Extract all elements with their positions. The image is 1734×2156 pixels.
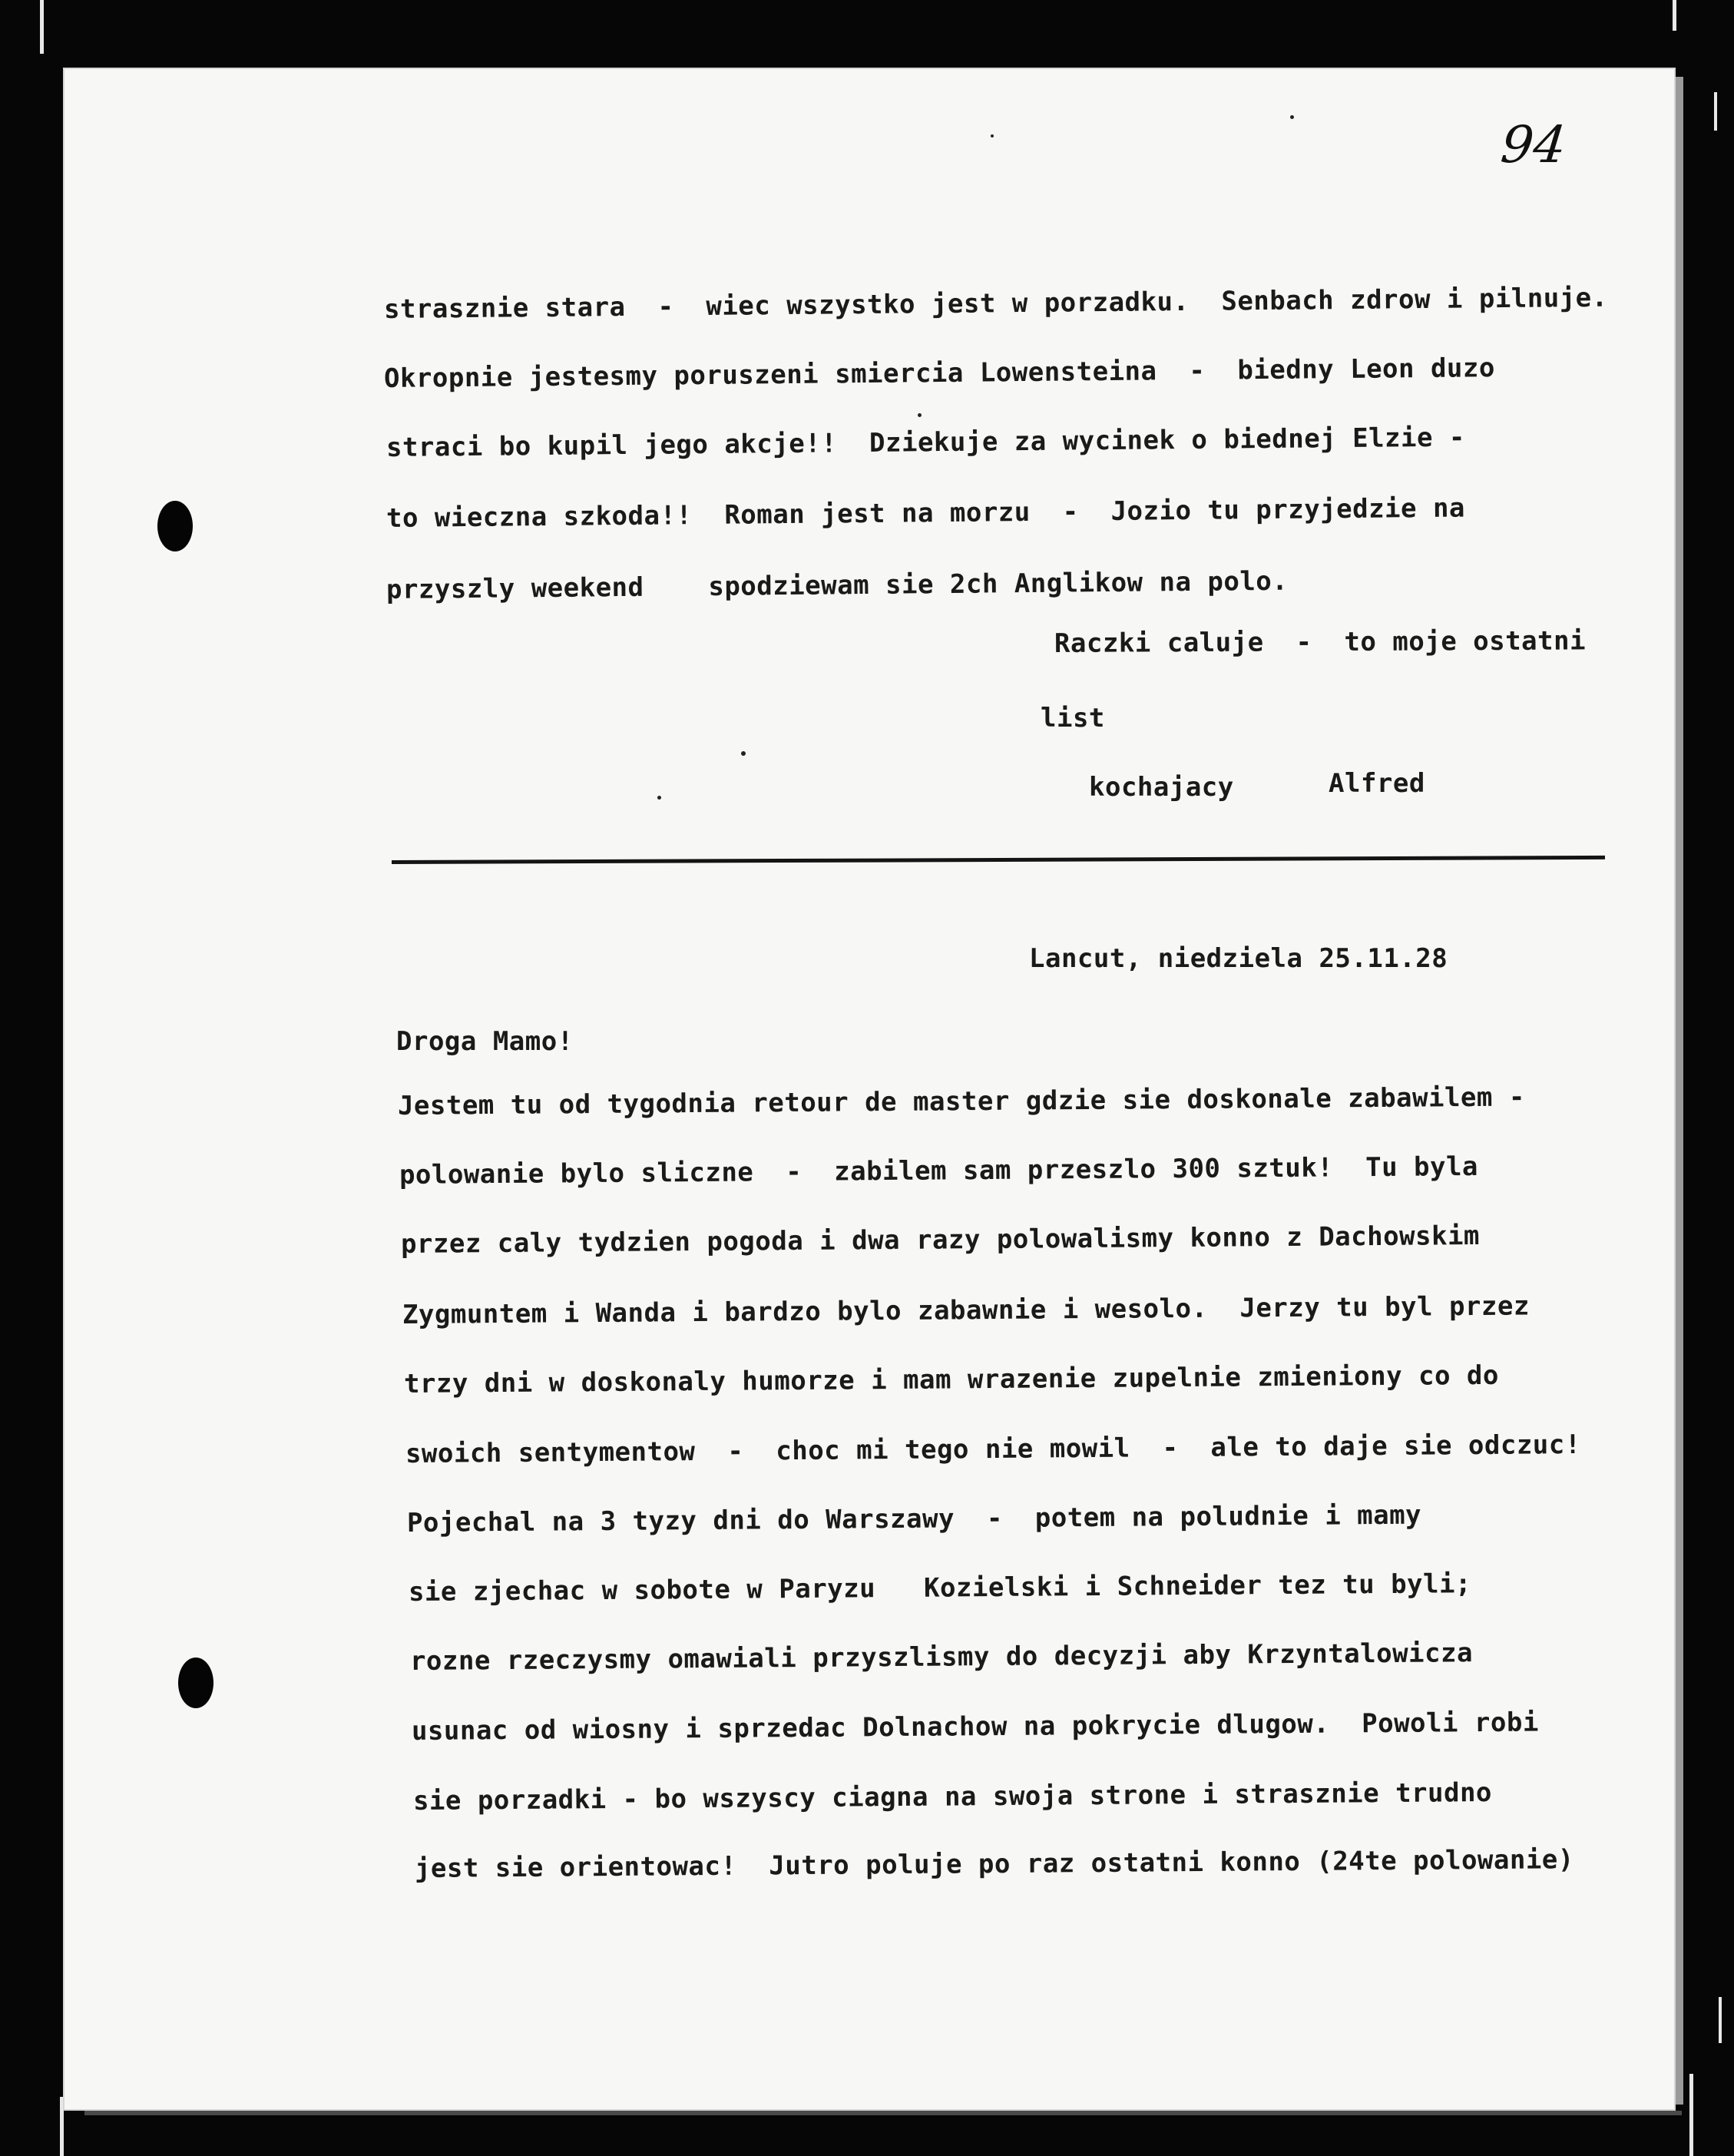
page-edge xyxy=(84,2111,1682,2115)
salutation: Droga Mamo! xyxy=(396,1026,574,1057)
text-line: sie porzadki - bo wszyscy ciagna na swoja strone i strasznie trudno xyxy=(412,1777,1493,1817)
text-line: przez caly tydzien pogoda i dwa razy polowalismy konno z Dachowskim xyxy=(400,1220,1481,1260)
text-line: strasznie stara - wiec wszystko jest w porzadku. Senbach zdrow i pilnuje. xyxy=(383,282,1608,325)
text-line: Pojechal na 3 tyzy dni do Warszawy - potem na poludnie i mamy xyxy=(406,1499,1422,1538)
film-edge-mark xyxy=(40,0,44,54)
film-edge-mark xyxy=(1673,0,1676,31)
place-date: Lancut, niedziela 25.11.28 xyxy=(1029,943,1448,974)
punch-hole xyxy=(178,1658,213,1708)
speck xyxy=(657,796,661,800)
text-line: trzy dni w doskonaly humorze i mam wrazenie zupelnie zmieniony co do xyxy=(403,1360,1500,1399)
folio-number: 94 xyxy=(1497,115,1570,174)
text-line: Zygmuntem i Wanda i bardzo bylo zabawnie i wesolo. Jerzy tu byl przez xyxy=(402,1290,1530,1330)
text-line: Jestem tu od tygodnia retour de master gdzie sie doskonale zabawilem - xyxy=(397,1081,1526,1121)
text-line: to wieczna szkoda!! Roman jest na morzu - Jozio tu przyjedzie na xyxy=(386,492,1466,534)
text-line: rozne rzeczysmy omawiali przyszlismy do decyzji aby Krzyntalowicza xyxy=(409,1638,1474,1677)
text-line: straci bo kupil jego akcje!! Dziekuje za wycinek o biednej Elzie - xyxy=(386,422,1466,463)
page-edge xyxy=(1676,77,1683,2105)
speck xyxy=(991,134,994,137)
film-edge-mark xyxy=(1689,2074,1693,2156)
text-line: swoich sentymentow - choc mi tego nie mowil - ale to daje sie odczuc! xyxy=(405,1429,1581,1469)
text-line: Okropnie jestesmy poruszeni smiercia Lowensteina - biedny Leon duzo xyxy=(383,353,1496,394)
text-line: polowanie bylo sliczne - zabilem sam przeszlo 300 sztuk! Tu byla xyxy=(399,1151,1479,1191)
text-line: jest sie orientowac! Jutro poluje po raz ostatni konno (24te polowanie) xyxy=(414,1844,1574,1884)
speck xyxy=(1290,115,1294,119)
closing-line: Raczki caluje - to moje ostatni xyxy=(1054,625,1587,659)
speck xyxy=(918,413,922,417)
punch-hole xyxy=(157,501,193,551)
speck xyxy=(741,751,746,756)
text-line: sie zjechac w sobote w Paryzu Kozielski i Schneider tez tu byli; xyxy=(408,1568,1472,1608)
film-edge-mark xyxy=(1719,1997,1722,2043)
film-edge-mark xyxy=(1714,92,1717,131)
signature: Alfred xyxy=(1329,768,1425,799)
text-line: usunac od wiosny i sprzedac Dolnachow na pokrycie dlugow. Powoli robi xyxy=(411,1707,1540,1747)
closing-line: list xyxy=(1041,703,1105,734)
closing-line: kochajacy xyxy=(1089,772,1234,803)
text-line: przyszly weekend spodziewam sie 2ch Anglikow na polo. xyxy=(386,565,1289,605)
